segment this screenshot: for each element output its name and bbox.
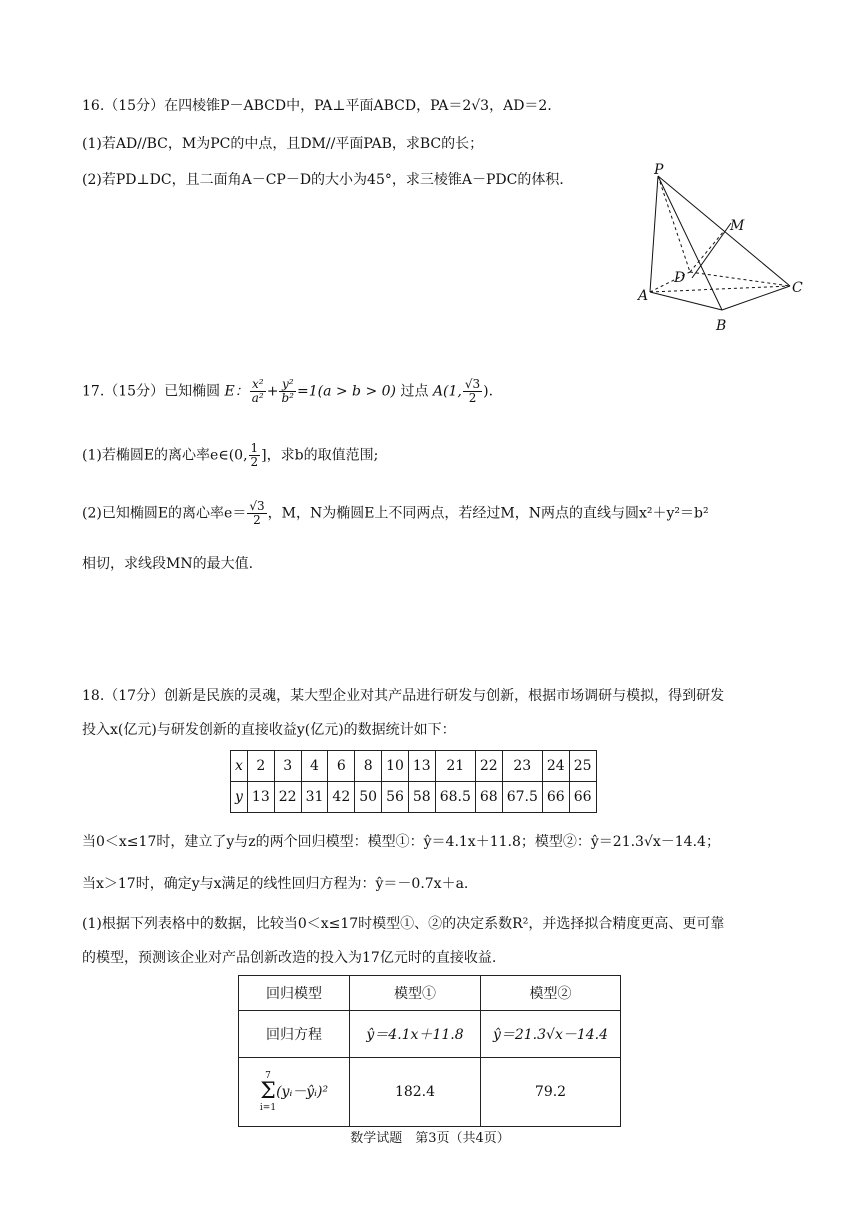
pyramid-figure: [630, 160, 810, 340]
table-cell: 50: [355, 782, 382, 813]
table-row-x: [231, 751, 597, 782]
table-header-y: y: [231, 782, 248, 813]
label-P: P: [654, 162, 664, 178]
table-cell: 68: [475, 782, 502, 813]
table-cell: 25: [569, 751, 596, 782]
table-cell: 24: [542, 751, 569, 782]
model-table-header: 回归模型: [239, 976, 350, 1011]
page-footer: 数学试题 第3页（共4页）: [350, 1131, 510, 1146]
table-cell: 66: [542, 782, 569, 813]
q18-condition-line2: 当x＞17时，确定y与x满足的线性回归方程为：ŷ＝－0.7x＋a.: [82, 876, 469, 892]
model-table-cell: 182.4: [350, 1058, 481, 1127]
q17-part2-continued: 相切，求线段MN的最大值.: [82, 556, 254, 572]
label-D: D: [674, 270, 686, 286]
model-table-sse-label: 7 Σ i=1(yᵢ－ŷᵢ)²: [239, 1058, 350, 1127]
table-cell: 22: [274, 782, 301, 813]
model-table-cell: 79.2: [481, 1058, 621, 1127]
q18-stem-line1: 18.（17分）创新是民族的灵魂，某大型企业对其产品进行研发与创新，根据市场调研与模拟，得到研发: [82, 688, 725, 704]
model-table-equation-row: [239, 1011, 621, 1058]
model-table-header: 模型①: [350, 976, 481, 1011]
q16-stem: 16.（15分）在四棱锥P－ABCD中，PA⊥平面ABCD，PA＝2√3，AD＝2．: [82, 98, 562, 114]
label-B: B: [716, 318, 727, 334]
table-cell: 58: [408, 782, 435, 813]
table-header-x: x: [231, 751, 248, 782]
table-cell: 4: [301, 751, 328, 782]
q18-part1-line1: (1)根据下列表格中的数据，比较当0＜x≤17时模型①、②的决定系数R²，并选择拟合精度更高、更可靠: [82, 916, 725, 932]
q18-condition-line1: 当0＜x≤17时，建立了y与z的两个回归模型：模型①：ŷ＝4.1x＋11.8；模型②：ŷ＝21.3√x－14.4；: [82, 834, 720, 850]
model-table-cell: ŷ＝4.1x＋11.8: [350, 1011, 481, 1058]
model-table: [238, 975, 621, 1127]
data-table: [230, 750, 597, 813]
table-cell: 13: [247, 782, 274, 813]
table-cell: 3: [274, 751, 301, 782]
model-table-header: 模型②: [481, 976, 621, 1011]
table-cell: 22: [475, 751, 502, 782]
table-row-y: [231, 782, 597, 813]
q16-part2: (2)若PD⊥DC，且二面角A－CP－D的大小为45°，求三棱锥A－PDC的体积．: [82, 172, 574, 188]
table-cell: 31: [301, 782, 328, 813]
model-table-header-row: [239, 976, 621, 1011]
label-A: A: [638, 288, 649, 304]
table-cell: 68.5: [435, 782, 475, 813]
q17-stem: 17.（15分）已知椭圆 E： $\frac{\text{x²}}{\text{a²}}$ + $\frac{\text{y²}}{\text{b²}}$ =1(a > b > 0) 过点 A(1, $\frac{√3}{2}$ ).: [82, 377, 494, 405]
model-table-cell: ŷ＝21.3√x－14.4: [481, 1011, 621, 1058]
q17-part2: (2)已知椭圆E的离心率e＝ $\frac{√3}{2}$ ，M，N为椭圆E上不同两点，若经过M，N两点的直线与圆x²＋y²＝b²: [82, 499, 709, 527]
label-C: C: [792, 280, 803, 296]
table-cell: 67.5: [502, 782, 542, 813]
table-cell: 42: [328, 782, 355, 813]
table-cell: 56: [382, 782, 409, 813]
q16-part1: (1)若AD//BC，M为PC的中点，且DM//平面PAB，求BC的长；: [82, 136, 484, 152]
table-cell: 10: [382, 751, 409, 782]
q18-stem-line2: 投入x(亿元)与研发创新的直接收益y(亿元)的数据统计如下：: [82, 722, 456, 738]
table-cell: 13: [408, 751, 435, 782]
q18-part1-line2: 的模型，预测该企业对产品创新改造的投入为17亿元时的直接收益.: [82, 950, 497, 966]
table-cell: 2: [247, 751, 274, 782]
table-cell: 6: [328, 751, 355, 782]
q17-part1: (1)若椭圆E的离心率e∈(0, $\frac{1}{2}$ ]，求b的取值范围;: [82, 441, 379, 469]
model-table-sse-row: [239, 1058, 621, 1127]
table-cell: 8: [355, 751, 382, 782]
table-cell: 23: [502, 751, 542, 782]
model-table-cell: 回归方程: [239, 1011, 350, 1058]
table-cell: 21: [435, 751, 475, 782]
label-M: M: [730, 218, 745, 234]
table-cell: 66: [569, 782, 596, 813]
